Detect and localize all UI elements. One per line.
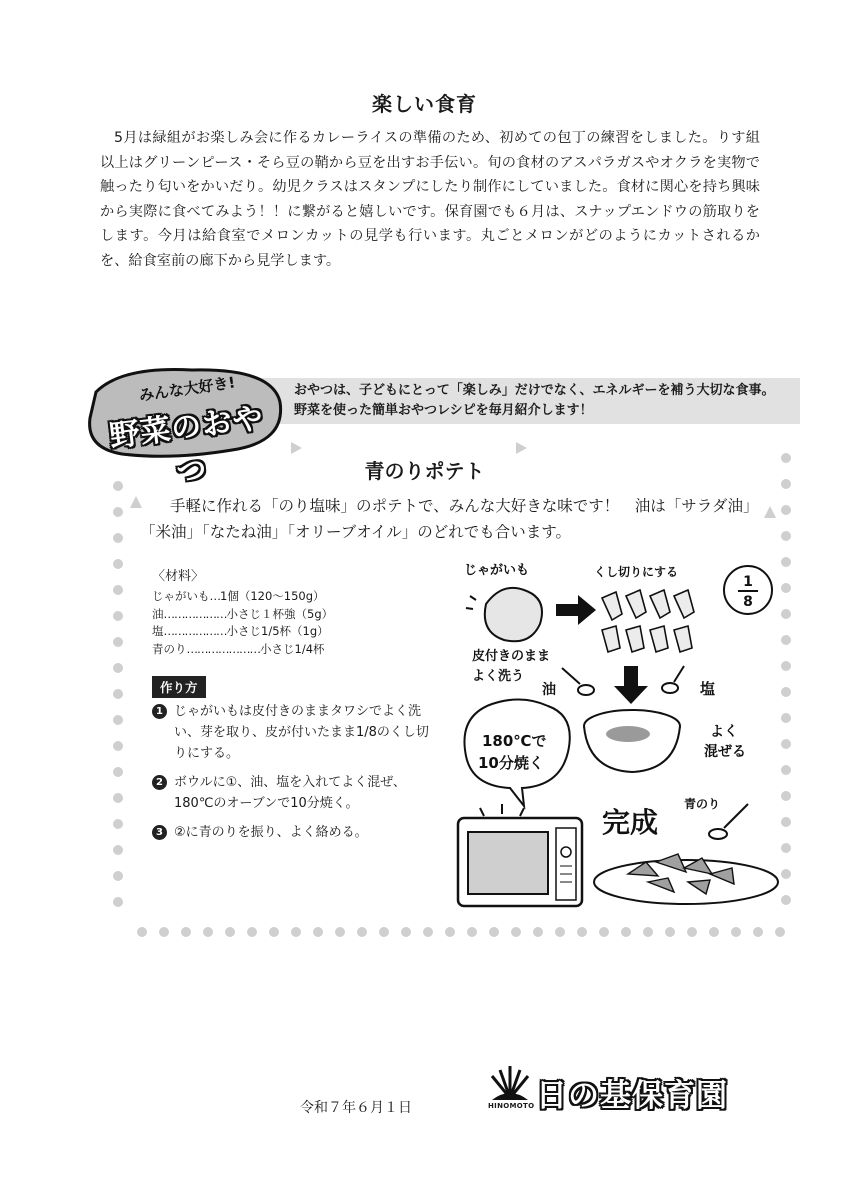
step-number: 2 [152, 775, 167, 790]
step-item: 2 ボウルに①、油、塩を入れてよく混ぜ、180℃のオーブンで10分焼く。 [152, 772, 432, 814]
spoon-oil-icon [562, 668, 594, 695]
recipe-intro: 手軽に作れる「のり塩味」のポテトで、みんな大好きな味です！ 油は「サラダ油」「米油」「なたね油」「オリーブオイル」のどれでも合います。 [140, 497, 759, 541]
label-salt: 塩 [700, 680, 716, 698]
steps-heading: 作り方 [152, 676, 206, 698]
arrow-right-icon [556, 595, 596, 625]
plate-potato-icon [594, 854, 778, 904]
label-done: 完成 [602, 806, 659, 839]
label-potato: じゃがいも [464, 563, 530, 578]
step-number: 1 [152, 704, 167, 719]
ingredient-item: 塩………………小さじ1/5杯（1g） [152, 624, 329, 638]
logo-name: 日の基保育園 [536, 1078, 728, 1114]
label-mix-2: 混ぜる [704, 744, 746, 760]
ingredients-heading: 〈材料〉 [152, 569, 205, 584]
label-mix-1: よく [710, 724, 738, 740]
label-oil: 油 [542, 682, 556, 698]
mixing-bowl-icon [584, 710, 680, 772]
ingredient-item: じゃがいも…1個（120～150g） [152, 589, 325, 603]
logo-subtext: HINOMOTO [488, 1102, 535, 1110]
ingredient-item: 青のり…………………小さじ1/4杯 [152, 641, 325, 656]
ingredient-item: 油………………小さじ１杯強（5g） [152, 606, 334, 621]
bake-bubble [464, 699, 569, 806]
arrow-down-icon [614, 666, 648, 704]
spoon-salt-icon [662, 666, 684, 693]
banner-line-1: おやつは、子どもにとって「楽しみ」だけでなく、エネルギーを補う大切な食事。 [294, 383, 775, 398]
label-aonori: 青のり [684, 797, 721, 811]
banner-line-2: 野菜を使った簡単おやつレシピを毎月紹介します！ [294, 403, 593, 418]
badge-subtitle: みんな大好き! [137, 373, 237, 405]
step-number: 3 [152, 825, 167, 840]
label-bake-2: 10分焼く [478, 754, 544, 772]
intro-paragraph: 5月は緑組がお楽しみ会に作るカレーライスの準備のため、初めての包丁の練習をしました。りす組以上はグリーンピース・そら豆の鞘から豆を出すお手伝い。旬の食材のアスパラガスやオクラを実物で触ったり匂いをかいだり。幼児クラスはスタンプにしたり制作にしていました。食材に関心を持ち興味から実際に食べてみよう！！に繋がると嬉しいです。保育園でも６月は、スナップエンドウの筋取りをします。今月は給食室でメロンカットの見学も行います。丸ごとメロンがどのようにカットされるかを、給食室前の廊下から見学します。 [100, 130, 760, 269]
page-title: 楽しい食育 [372, 92, 477, 116]
oven-icon [458, 804, 582, 906]
recipe-illustration [452, 556, 797, 916]
label-bake-1: 180℃で [482, 732, 547, 750]
potato-wedges-icon [602, 590, 694, 652]
label-wash-2: よく洗う [472, 669, 525, 684]
label-cut: くし切りにする [594, 565, 679, 579]
recipe-title: 青のりポテト [364, 459, 485, 483]
svg-text:8: 8 [743, 594, 753, 610]
label-wash-1: 皮付きのまま [472, 649, 551, 664]
potato-icon [485, 588, 542, 641]
badge-title: 野菜のおやつ [107, 400, 266, 491]
step-item: 1 じゃがいもは皮付きのままタワシでよく洗い、芽を取り、皮が付いたまま1/8のくし切りにする。 [152, 701, 432, 764]
svg-text:1: 1 [743, 574, 753, 590]
banner-text [294, 381, 794, 421]
steps-list [152, 701, 432, 851]
ingredients-list [152, 588, 333, 658]
fraction-bubble [724, 566, 772, 614]
issue-date: 令和７年６月１日 [300, 1100, 412, 1116]
step-item: 3 ②に青のりを振り、よく絡める。 [152, 822, 432, 843]
